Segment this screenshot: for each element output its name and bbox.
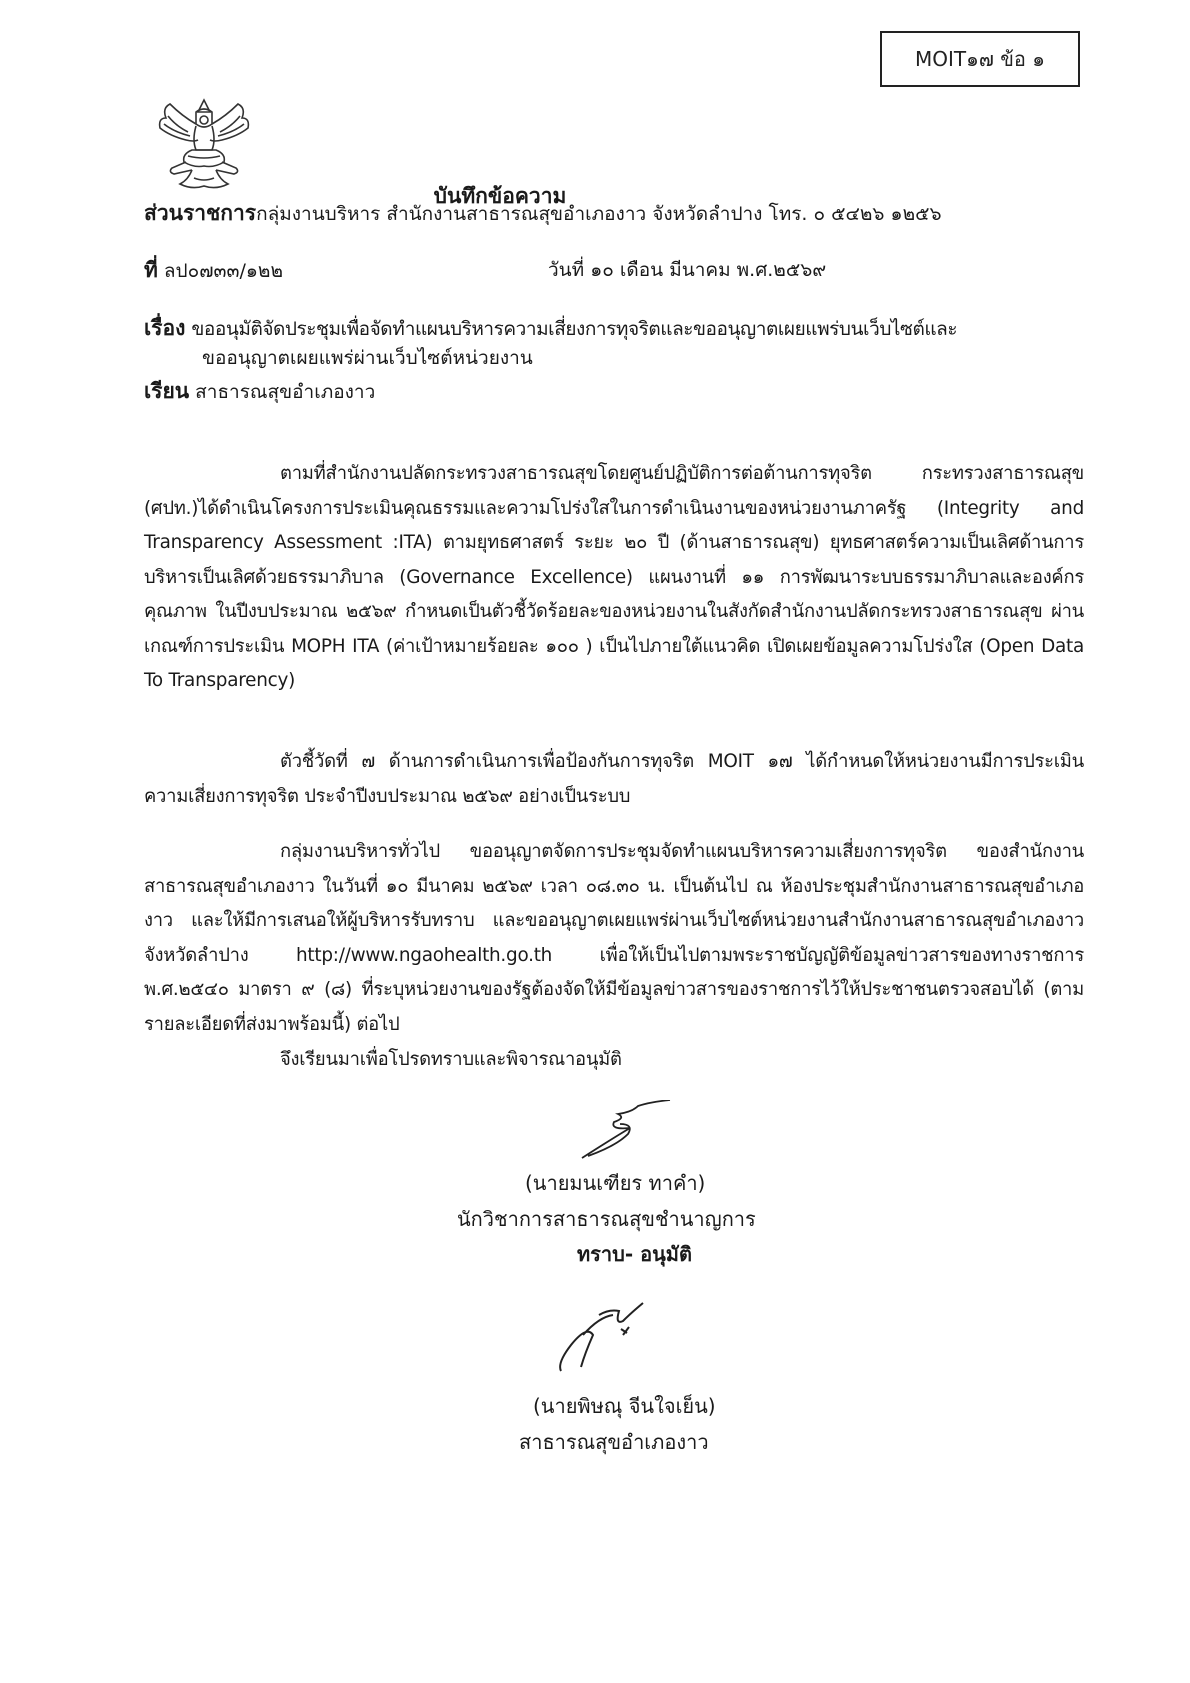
agency-value: กลุ่มงานบริหาร สำนักงานสาธารณสุขอำเภองาว จังหวัดลำปาง โทร. ๐ ๕๔๒๖ ๑๒๕๖ xyxy=(256,203,942,225)
reference-label: ที่ xyxy=(144,258,158,282)
reference-value: ลป๐๗๓๓/๑๒๒ xyxy=(163,260,283,282)
sender-position: นักวิชาการสาธารณสุขชำนาญการ xyxy=(457,1207,756,1231)
reference-code: MOIT๑๗ ข้อ ๑ xyxy=(915,47,1045,71)
agency-label: ส่วนราชการ xyxy=(144,201,257,225)
closing-line: จึงเรียนมาเพื่อโปรดทราบและพิจารณาอนุมัติ xyxy=(280,1049,622,1070)
addressee-value: สาธารณสุขอำเภองาว xyxy=(195,381,376,403)
agency-line xyxy=(144,198,942,229)
date-value: วันที่ ๑๐ เดือน มีนาคม พ.ศ.๒๕๖๙ xyxy=(548,259,827,281)
body-paragraph-3: กลุ่มงานบริหารทั่วไป ขออนุญาตจัดการประชุมจัดทำแผนบริหารความเสี่ยงการทุจริต ของสำนักงานสาธารณสุขอำเภองาว ในวันที่ ๑๐ มีนาคม ๒๕๖๙ เวลา ๐๘.๓๐ น. เป็นต้นไป ณ ห้องประชุมสำนักงานสาธารณสุขอำเภองาว และให้มีการเสนอให้ผู้บริหารรับทราบ และขออนุญาตเผยแพร่ผ่านเว็บไซต์หน่วยงานสำนักงานสาธารณสุขอำเภองาว จังหวัดลำปาง http://www.ngaohealth.go.th เพื่อให้เป็นไปตามพระราชบัญญัติข้อมูลข่าวสารของทางราชการ พ.ศ.๒๕๔๐ มาตรา ๙ (๘) ที่ระบุหน่วยงานของรัฐต้องจัดให้มีข้อมูลข่าวสารของราชการไว้ให้ประชาชนตรวจสอบได้ (ตามรายละเอียดที่ส่งมาพร้อมนี้) ต่อไป xyxy=(144,841,1084,1035)
addressee-label: เรียน xyxy=(144,379,190,403)
sender-signature-icon xyxy=(570,1100,680,1160)
approval-text: ทราบ- อนุมัติ xyxy=(577,1242,692,1266)
approver-position: สาธารณสุขอำเภองาว xyxy=(519,1430,709,1454)
reference-line xyxy=(144,255,283,286)
subject-text-1: ขออนุมัติจัดประชุมเพื่อจัดทำแผนบริหารความเสี่ยงการทุจริตและขออนุญาตเผยแพร่บนเว็บไซต์และ xyxy=(191,318,958,340)
subject-text-2: ขออนุญาตเผยแพร่ผ่านเว็บไซต์หน่วยงาน xyxy=(202,347,533,369)
body-paragraph-2: ตัวชี้วัดที่ ๗ ด้านการดำเนินการเพื่อป้องกันการทุจริต MOIT ๑๗ ได้กำหนดให้หน่วยงานมีการประเมินความเสี่ยงการทุจริต ประจำปีงบประมาณ ๒๕๖๙ อย่างเป็นระบบ xyxy=(144,751,1084,807)
approver-signature-icon xyxy=(553,1295,663,1375)
addressee-line xyxy=(144,376,375,407)
document-title: บันทึกข้อความ xyxy=(433,184,567,208)
subject-continuation xyxy=(202,343,533,373)
subject-label: เรื่อง xyxy=(144,316,186,340)
approver-name: (นายพิษณุ จีนใจเย็น) xyxy=(533,1394,716,1418)
reference-box xyxy=(880,31,1080,87)
date-line xyxy=(548,255,826,285)
subject-line xyxy=(144,313,957,344)
body-paragraph-1: ตามที่สำนักงานปลัดกระทรวงสาธารณสุขโดยศูนย์ปฏิบัติการต่อต้านการทุจริต กระทรวงสาธารณสุข (ศปท.)ได้ดำเนินโครงการประเมินคุณธรรมและความโปร่งใสในการดำเนินงานของหน่วยงานภาครัฐ (Integrity and Transparency Assessment :ITA) ตามยุทธศาสตร์ ระยะ ๒๐ ปี (ด้านสาธารณสุข) ยุทธศาสตร์ความเป็นเลิศด้านการบริหารเป็นเลิศด้วยธรรมาภิบาล (Governance Excellence) แผนงานที่ ๑๑ การพัฒนาระบบธรรมาภิบาลและองค์กรคุณภาพ ในปีงบประมาณ ๒๕๖๙ กำหนดเป็นตัวชี้วัดร้อยละของหน่วยงานในสังกัดสำนักงานปลัดกระทรวงสาธารณสุข ผ่านเกณฑ์การประเมิน MOPH ITA (ค่าเป้าหมายร้อยละ ๑๐๐ ) เป็นไปภายใต้แนวคิด เปิดเผยข้อมูลความโปร่งใส (Open Data To Transparency) xyxy=(144,463,1084,691)
sender-name: (นายมนเฑียร ทาคำ) xyxy=(525,1171,706,1195)
